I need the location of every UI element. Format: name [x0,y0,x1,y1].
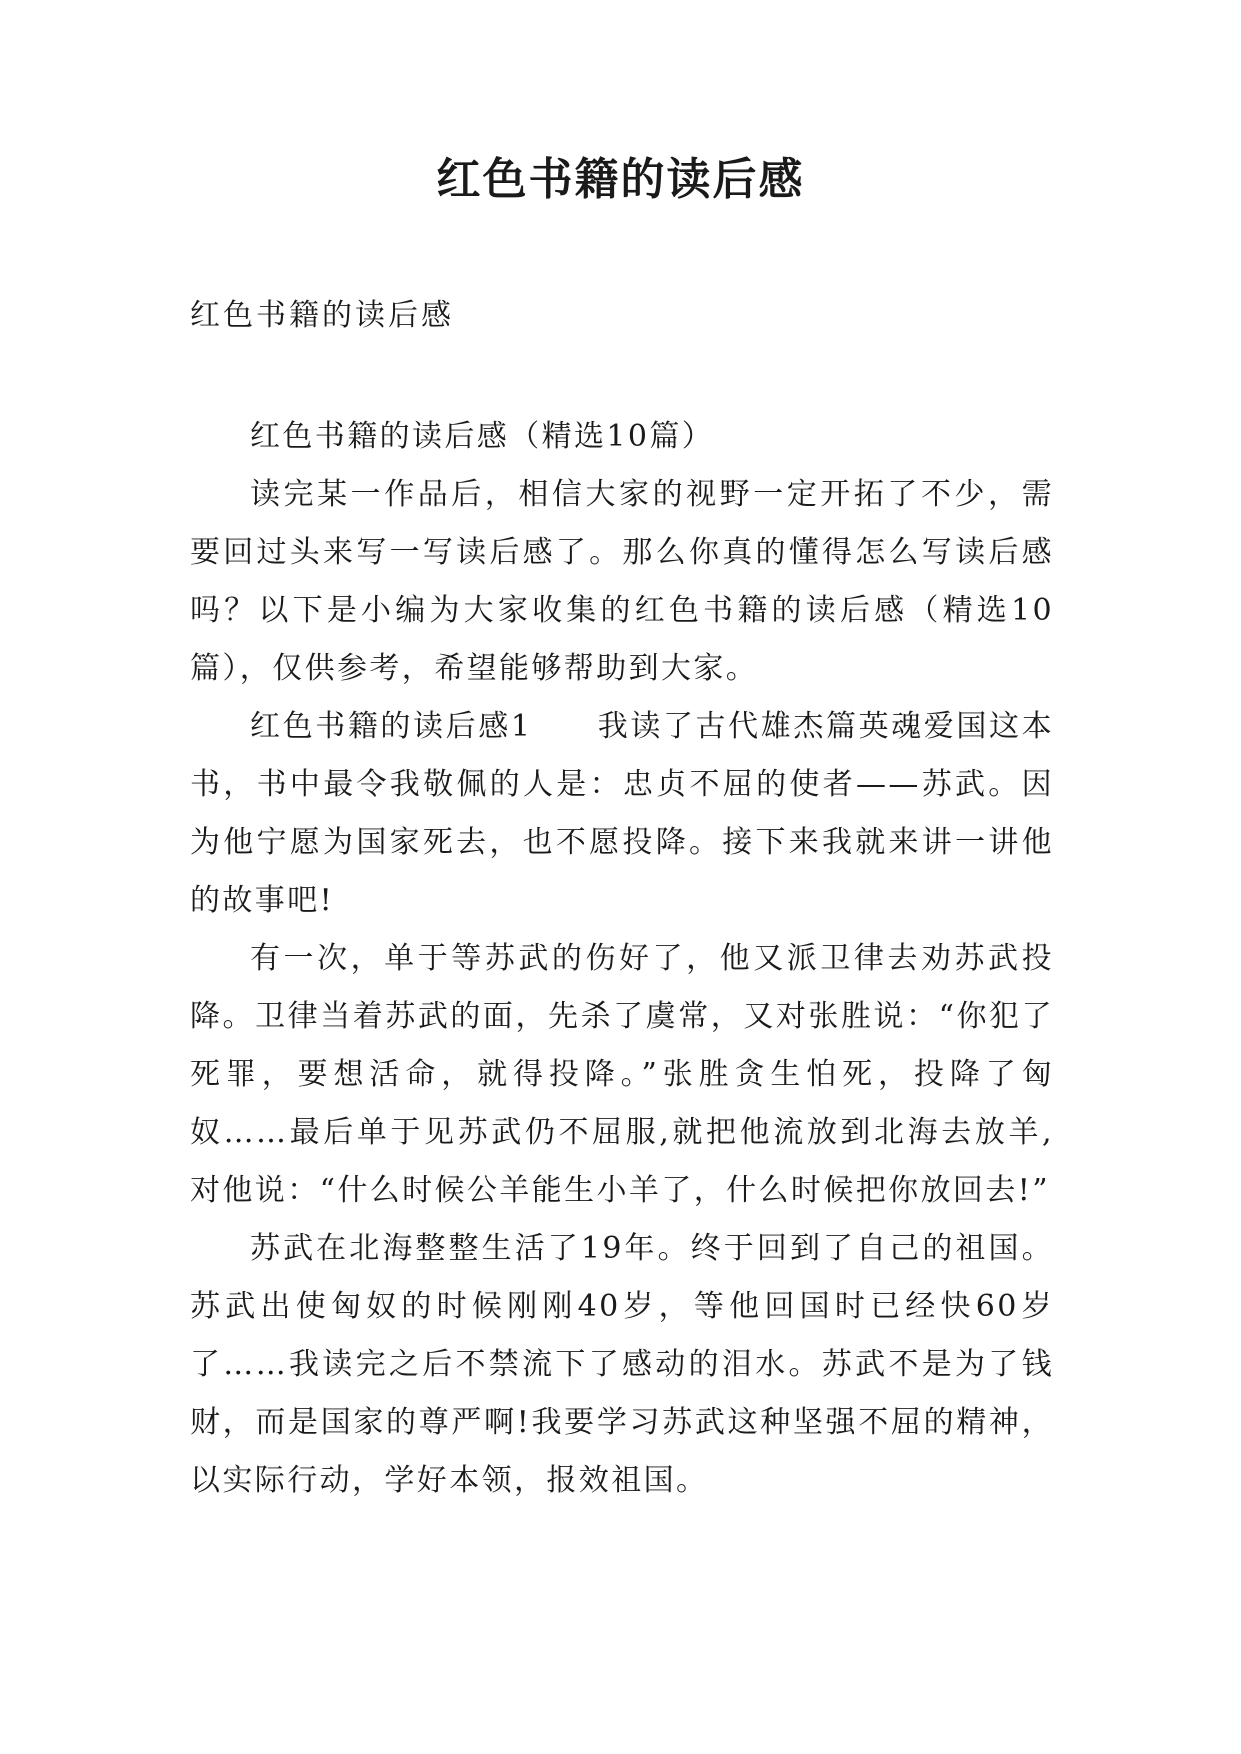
document-title: 红色书籍的读后感 [436,154,805,205]
paragraph-intro: 读完某一作品后，相信大家的视野一定开拓了不少，需要回过头来写一写读后感了。那么你真的懂得怎么写读后感吗？以下是小编为大家收集的红色书籍的读后感（精选10篇），仅供参考，希望能够帮助到大家。 [190,477,1054,686]
paragraph-essay-1: 红色书籍的读后感1 我读了古代雄杰篇英魂爱国这本书，书中最令我敬佩的人是：忠贞不屈的使者——苏武。因为他宁愿为国家死去，也不愿投降。接下来我就来讲一讲他的故事吧! [190,709,1054,918]
paragraph-conclusion: 苏武在北海整整生活了19年。终于回到了自己的祖国。苏武出使匈奴的时候刚刚40岁，等他回国时已经快60岁了……我读完之后不禁流下了感动的泪水。苏武不是为了钱财，而是国家的尊严啊!我要学习苏武这种坚强不屈的精神，以实际行动，学好本领，报效祖国。 [190,1231,1054,1498]
document-body [190,408,1054,1510]
paragraph-heading: 红色书籍的读后感（精选10篇） [250,419,715,454]
paragraph-story: 有一次，单于等苏武的伤好了，他又派卫律去劝苏武投降。卫律当着苏武的面，先杀了虞常，又对张胜说：“你犯了死罪，要想活命，就得投降。”张胜贪生怕死，投降了匈奴……最后单于见苏武仍不屈服,就把他流放到北海去放羊,对他说：“什么时候公羊能生小羊了，什么时候把你放回去!” [190,941,1054,1208]
document-subtitle: 红色书籍的读后感 [190,298,454,333]
